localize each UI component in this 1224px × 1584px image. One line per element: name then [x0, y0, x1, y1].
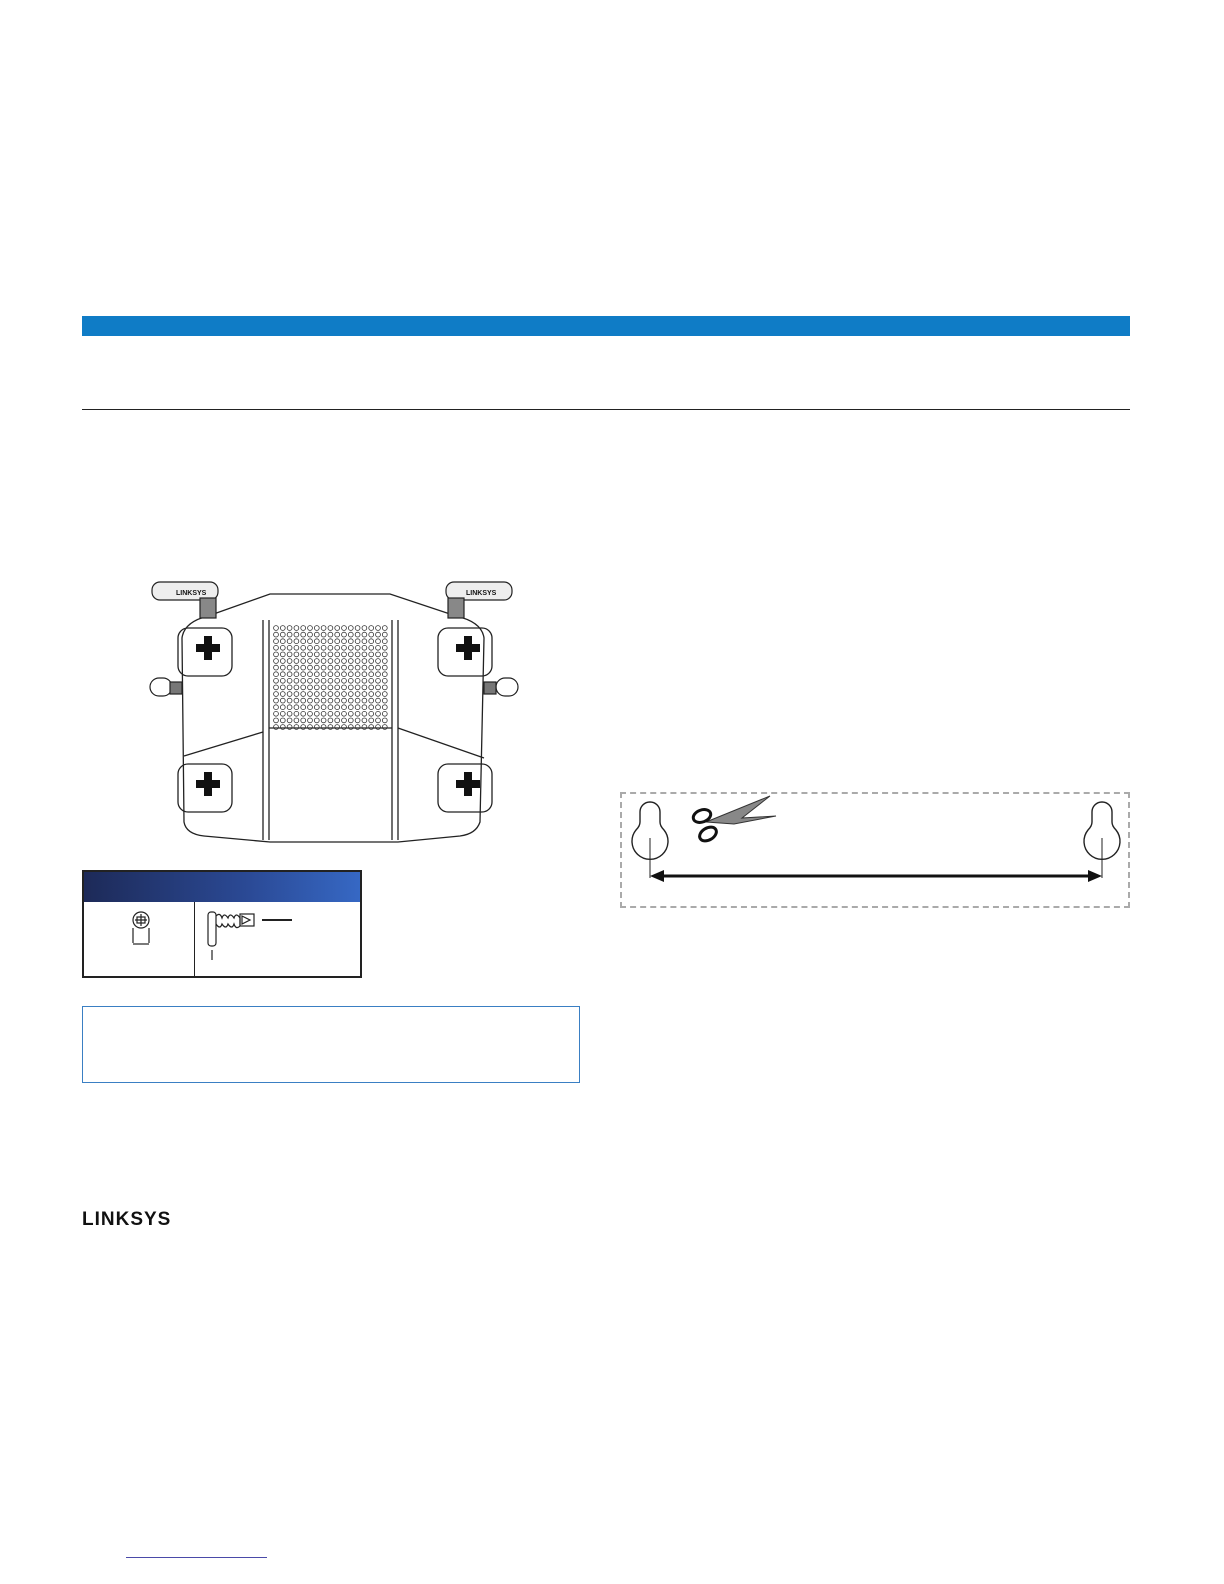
linksys-logo	[82, 1208, 186, 1228]
svg-text:LINKSYS: LINKSYS	[82, 1209, 172, 1228]
hardware-spec-table	[82, 870, 362, 978]
spec-table-divider	[194, 902, 195, 978]
antenna-label-left: LINKSYS	[176, 590, 207, 597]
double-arrow-icon	[650, 870, 1102, 882]
footer-link-underline[interactable]	[126, 1557, 267, 1558]
mounting-template	[620, 792, 1130, 908]
section-header-bar	[82, 316, 1130, 336]
section-divider	[82, 409, 1130, 410]
note-box	[82, 1006, 580, 1083]
scissors-icon	[691, 796, 776, 844]
router-bottom-illustration	[128, 572, 538, 854]
spec-table-header	[84, 872, 360, 902]
screw-icon	[128, 910, 154, 948]
wall-anchor-icon	[202, 906, 294, 962]
antenna-label-right: LINKSYS	[466, 590, 497, 597]
